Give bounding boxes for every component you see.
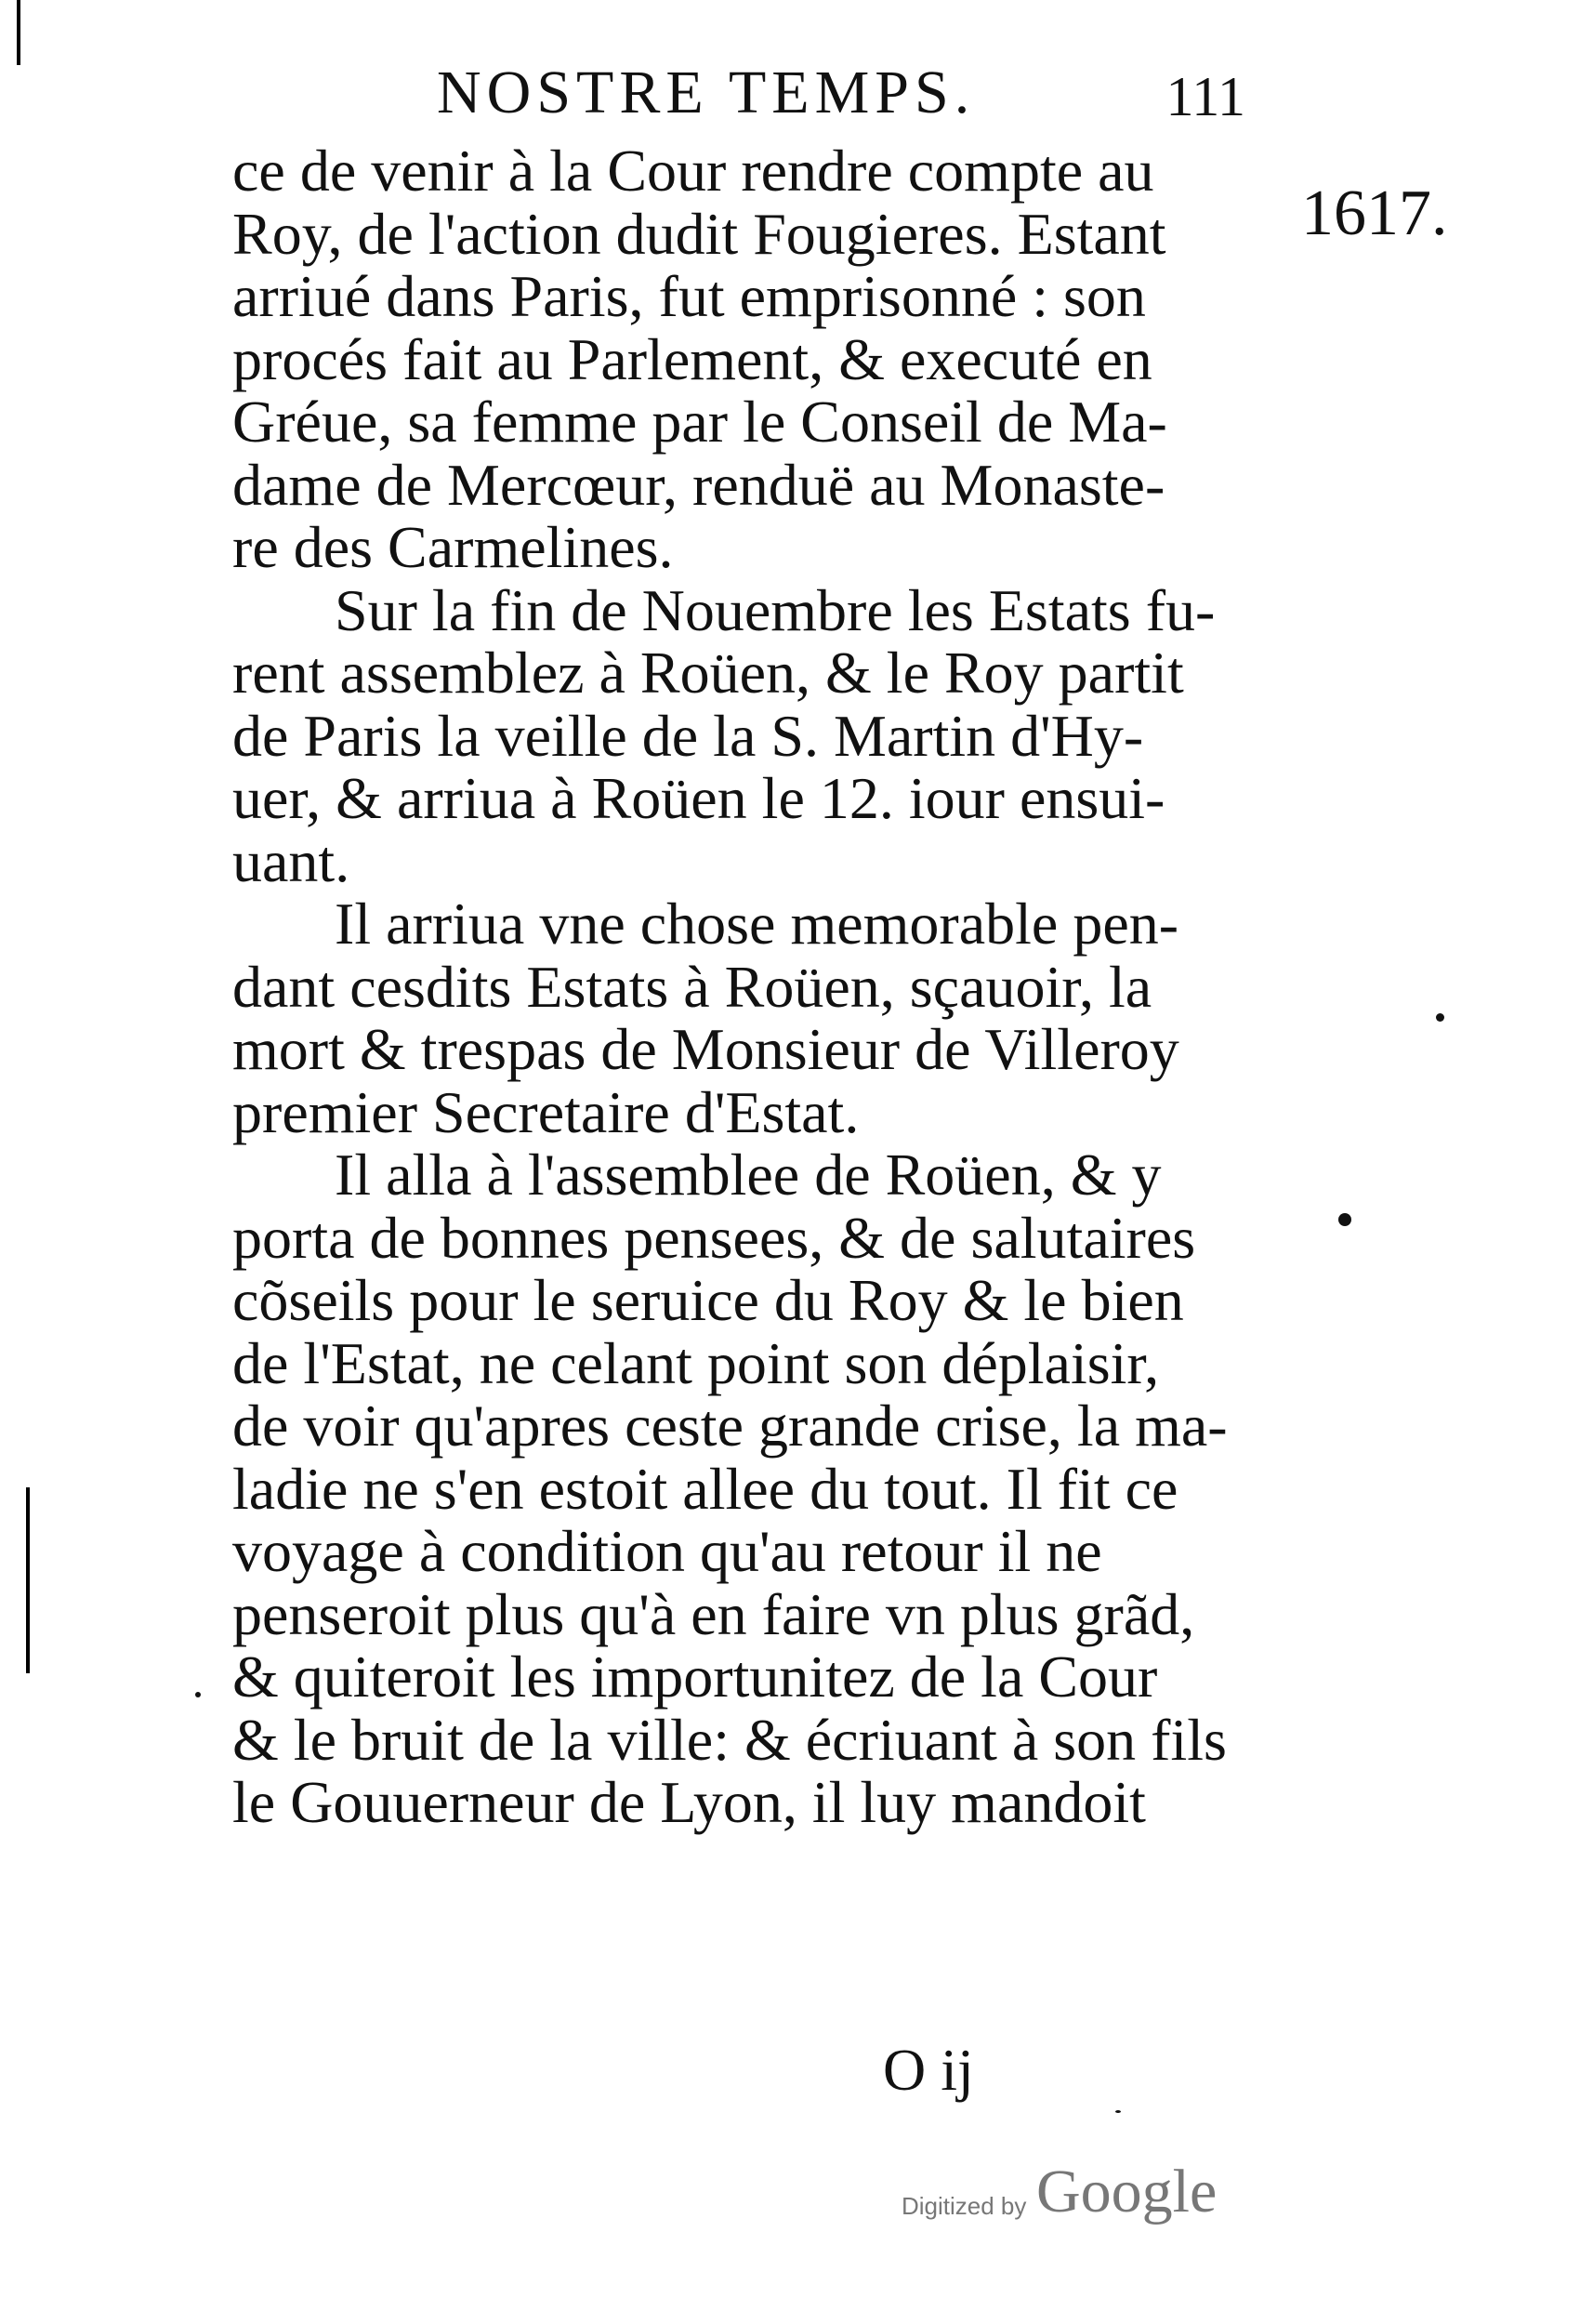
text-line: procés fait au Parlement, & executé en <box>232 325 1152 392</box>
text-line: Gréue, sa femme par le Conseil de Ma- <box>232 389 1167 455</box>
paragraph-start-line: Il arriua vne chose memorable pen- <box>335 891 1179 957</box>
page-edge-line-bottom <box>26 1487 30 1673</box>
text-line: dant cesdits Estats à Roüen, sçauoir, la <box>232 953 1152 1020</box>
text-line: dame de Mercœur, renduë au Monaste- <box>232 451 1165 518</box>
google-logo: Google <box>1036 2158 1218 2225</box>
digitization-watermark <box>902 2157 1236 2231</box>
text-line: & quiteroit les importunitez de la Cour <box>232 1644 1158 1710</box>
margin-year-note: 1617. <box>1301 178 1448 249</box>
page-header <box>437 58 1245 132</box>
text-line: mort & trespas de Monsieur de Villeroy <box>232 1016 1179 1082</box>
text-line: uant. <box>232 827 350 894</box>
text-line: premier Secretaire d'Estat. <box>232 1078 860 1145</box>
text-line: voyage à condition qu'au retour il ne <box>232 1518 1102 1584</box>
body-text <box>232 139 1255 1834</box>
text-line: rent assemblez à Roüen, & le Roy partit <box>232 640 1184 706</box>
text-line: de Paris la veille de la S. Martin d'Hy- <box>232 702 1144 769</box>
text-line: uer, & arriua à Roüen le 12. iour ensui- <box>232 765 1165 831</box>
ink-speck <box>1436 1013 1444 1022</box>
text-line: cõseils pour le seruice du Roy & le bien <box>232 1267 1184 1333</box>
text-line: de voir qu'apres ceste grande crise, la ma- <box>232 1393 1228 1459</box>
text-line: le Gouuerneur de Lyon, il luy mandoit <box>232 1769 1146 1835</box>
ink-speck <box>1338 1213 1351 1226</box>
text-line: de l'Estat, ne celant point son déplaisir, <box>232 1329 1160 1396</box>
page-edge-line-top <box>17 0 20 65</box>
signature-mark: O ij <box>883 2037 974 2103</box>
running-title: NOSTRE TEMPS. <box>437 59 976 126</box>
text-line: re des Carmelines. <box>232 514 674 580</box>
paragraph-start-line: Sur la fin de Nouembre les Estats fu- <box>335 576 1216 643</box>
text-line: Roy, de l'action dudit Fougieres. Estant <box>232 200 1166 267</box>
text-line: ce de venir à la Cour rendre compte au <box>232 138 1154 204</box>
ink-speck <box>195 1692 201 1697</box>
page-number: 111 <box>1165 66 1245 127</box>
text-line: porta de bonnes pensees, & de salutaires <box>232 1204 1196 1271</box>
text-line: ladie ne s'en estoit allee du tout. Il fit ce <box>232 1455 1178 1522</box>
text-line: arriué dans Paris, fut emprisonné : son <box>232 263 1146 329</box>
ink-speck <box>1115 2110 1121 2113</box>
text-line: & le bruit de la ville: & écriuant à son fils <box>232 1706 1227 1773</box>
paragraph-start-line: Il alla à l'assemblee de Roüen, & y <box>335 1142 1162 1208</box>
watermark-prefix: Digitized by <box>902 2192 1027 2220</box>
text-line: penseroit plus qu'à en faire vn plus grãd, <box>232 1580 1195 1647</box>
